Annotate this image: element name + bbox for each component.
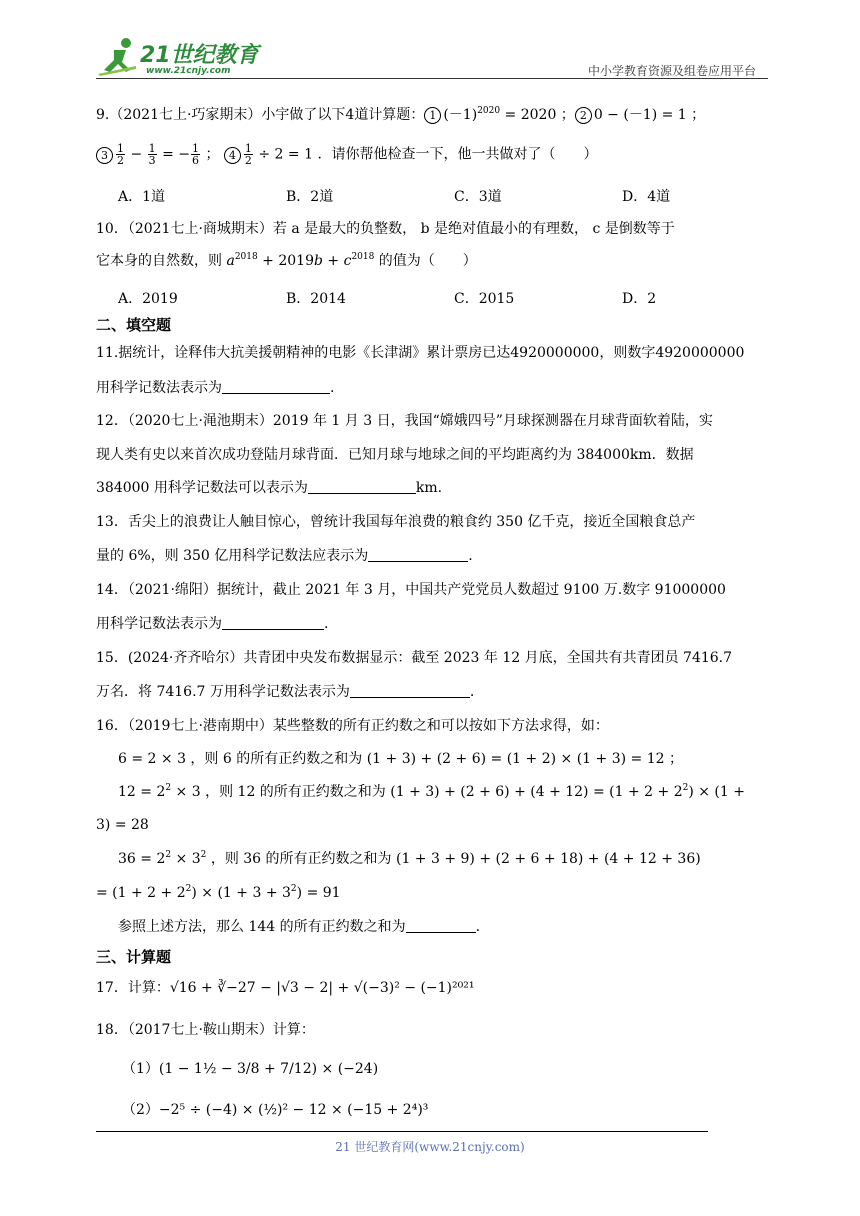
q16-line6: = $(1 + 2 + 2^2) \times (1 + 3 + 3^2) = 91$ — [96, 884, 341, 901]
q10-option-c[interactable]: C．2015 — [454, 291, 515, 307]
circled-2: 2 — [575, 107, 592, 124]
answer-blank[interactable] — [368, 547, 468, 562]
q18-line1: 18．（2017七上·鞍山期末）计算： — [96, 1022, 315, 1038]
q9-option-a[interactable]: A．1道 — [118, 189, 166, 205]
q9-line2: 3 $\frac{1}{2}$ − $\frac{1}{3}$ = − $\frac{1}{6}$ ； 4 $\frac{1}{2}$ ÷ 2 = 1 ．请你帮他检查一下，他一共做对了（ ） — [96, 143, 597, 166]
q17-expression: √16 + ∛−27 − |√3 − 2| + √(−3)² − (−1)²⁰²¹ — [169, 980, 475, 996]
answer-blank[interactable] — [308, 479, 416, 494]
q15-line2: 万名．将 7416.7 万用科学记数法表示为 . — [96, 684, 475, 700]
footer-link[interactable]: 21 世纪教育网(www.21cnjy.com) — [335, 1140, 525, 1154]
q16-line5: $36 = 2^2 \times 3^2$ ，则 36 的所有正约数之和为 (1 + 3 + 9) + (2 + 6 + 18) + (4 + 12 + 36) — [118, 850, 701, 867]
q10-line2: 它本身的自然数，则 $a^{2018} + 2019b + c^{2018}$ 的值为（ ） — [96, 252, 477, 269]
q17-line: 17．计算：√16 + ∛−27 − |√3 − 2| + √(−3)² − (−1)²⁰²¹ — [96, 980, 475, 996]
q12-line2: 现人类有史以来首次成功登陆月球背面．已知月球与地球之间的平均距离约为 384000km．数据 — [96, 447, 694, 463]
q9-line1: 9.（2021七上·巧家期末）小宇做了以下4道计算题： 1 $(-1)^{2020} = 2020$ ； 2 0 − (－1) = 1 ； — [96, 106, 706, 123]
q10-line1: 10．（2021七上·商城期末）若 a 是最大的负整数， b 是绝对值最小的有理数， c 是倒数等于 — [96, 221, 675, 237]
q9-option-d[interactable]: D．4道 — [622, 189, 671, 205]
q11-line2: 用科学记数法表示为 . — [96, 380, 335, 396]
q16-line2: 6 = 2 × 3 ，则 6 的所有正约数之和为 (1 + 3) + (2 + 6) = (1 + 2) × (1 + 3) = 12 ； — [118, 751, 683, 767]
circled-3: 3 — [96, 147, 113, 164]
q10-option-b[interactable]: B．2014 — [286, 291, 346, 307]
section-fill-in: 二、填空题 — [96, 316, 172, 334]
q10-option-a[interactable]: A．2019 — [118, 291, 178, 307]
answer-blank[interactable] — [222, 379, 330, 394]
answer-blank[interactable] — [222, 615, 324, 630]
platform-title: 中小学教育资源及组卷应用平台 — [587, 64, 756, 78]
q13-line2: 量的 6%，则 350 亿用科学记数法应表示为 . — [96, 548, 473, 564]
q16-line3: $12 = 2^2 \times 3$ ，则 12 的所有正约数之和为 $(1 + 3) + (2 + 6) + (4 + 12) = (1 + 2 + 2^2) \times (1$ + — [118, 783, 745, 800]
q16-line4: 3) = 28 — [96, 817, 149, 833]
circled-4: 4 — [224, 147, 241, 164]
q12-line3: 384000 用科学记数法可以表示为 km. — [96, 480, 443, 496]
q11-line1: 11.据统计，诠释伟大抗美援朝精神的电影《长津湖》累计票房已达4920000000，则数字4920000000 — [96, 345, 745, 361]
q16-line1: 16．（2019七上·港南期中）某些整数的所有正约数之和可以按如下方法求得，如： — [96, 718, 609, 734]
q14-line1: 14．（2021·绵阳）据统计，截止 2021 年 3 月，中国共产党党员人数超过 9100 万.数字 91000000 — [96, 582, 726, 598]
q9-option-c[interactable]: C．3道 — [454, 189, 502, 205]
site-logo[interactable] — [96, 36, 271, 76]
header-divider — [96, 78, 768, 79]
footer-divider — [96, 1131, 708, 1132]
q9-option-b[interactable]: B．2道 — [286, 189, 334, 205]
q18-part2: （2）−2⁵ ÷ (−4) × (½)² − 12 × (−15 + 2⁴)³ — [122, 1102, 429, 1118]
answer-blank[interactable] — [350, 683, 470, 698]
q14-line2: 用科学记数法表示为 . — [96, 616, 329, 632]
q12-line1: 12．（2020七上·渑池期末）2019 年 1 月 3 日，我国“嫦娥四号”月球探测器在月球背面软着陆，实 — [96, 413, 713, 429]
section-calculation: 三、计算题 — [96, 948, 172, 966]
runner-icon — [96, 36, 140, 76]
page-header — [96, 30, 766, 80]
q18-part1: （1）(1 − 1½ − 3/8 + 7/12) × (−24) — [122, 1061, 379, 1077]
circled-1: 1 — [424, 107, 441, 124]
q10-option-d[interactable]: D．2 — [622, 291, 657, 307]
q15-line1: 15．(2024·齐齐哈尔）共青团中央发布数据显示：截至 2023 年 12 月底，全国共有共青团员 7416.7 — [96, 650, 733, 666]
q16-line7: 参照上述方法，那么 144 的所有正约数之和为 . — [118, 919, 481, 935]
answer-blank[interactable] — [406, 918, 476, 933]
logo-text: 21世纪教育 — [140, 43, 259, 68]
logo-url: www.21cnjy.com — [146, 66, 231, 76]
q13-line1: 13．舌尖上的浪费让人触目惊心，曾统计我国每年浪费的粮食约 350 亿千克，接近全国粮食总产 — [96, 514, 696, 530]
